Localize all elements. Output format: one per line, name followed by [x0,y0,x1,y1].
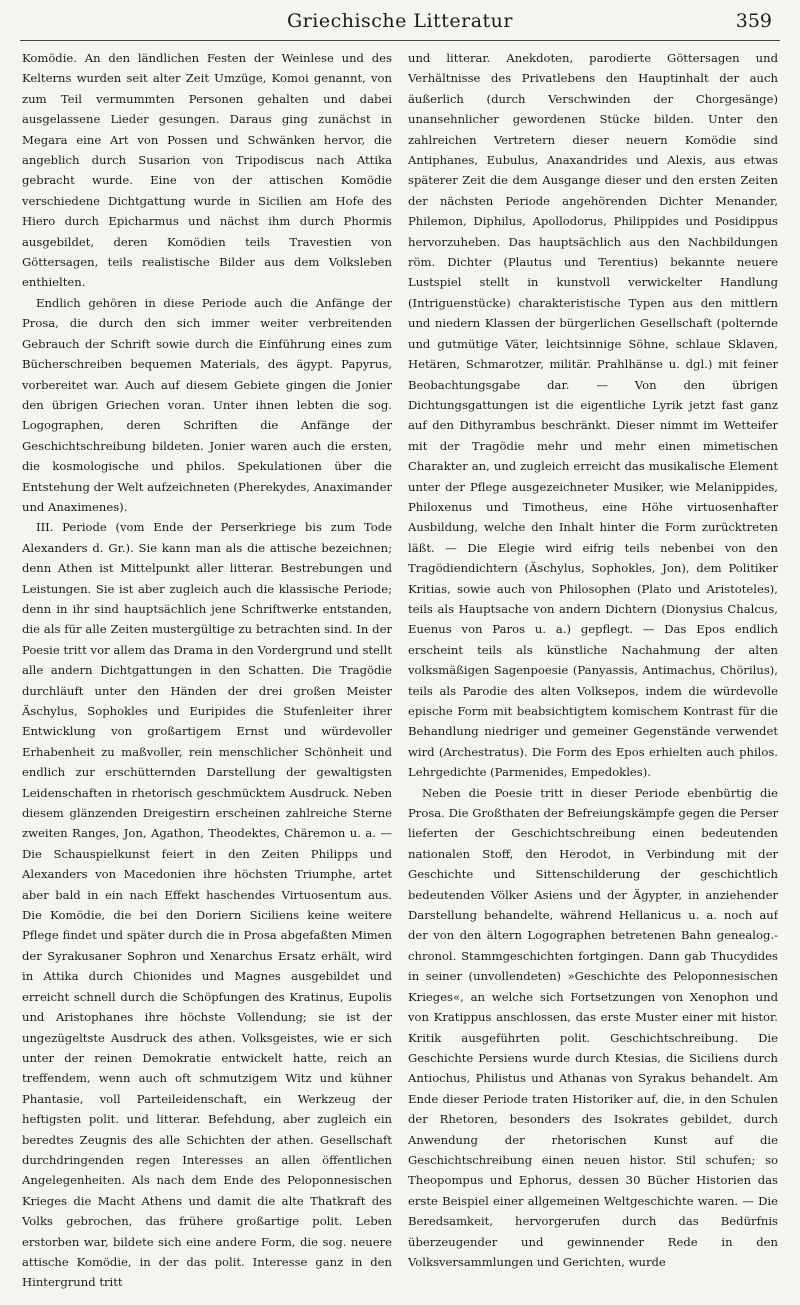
paragraph: Neben die Poesie tritt in dieser Periode ebenbürtig die Prosa. Die Großthaten der Befreiungskämpfe gegen die Perser lieferten der Geschichtschreibung einen bedeutenden nationalen Stoff, den Herodot, in Verbindung mit der Geschichte und Sittenschilderung der geschichtlich bedeutenden Völker Asiens und der Ägypter, in anziehender Darstellung behandelte, während Hellanicus u. a. noch auf der von den ältern Logographen betretenen Bahn genealog.-chronol. Stammgeschichten fortgingen. Dann gab Thucydides in seiner (unvollendeten) »Geschichte des Peloponnesischen Krieges«, an welche sich Fortsetzungen von Xenophon und von Kratippus anschlossen, das erste Muster einer mit histor. Kritik ausgeführten polit. Geschichtschreibung. Die Geschichte Persiens wurde durch Ktesias, die Siciliens durch Antiochus, Philistus und Athanas von Syrakus behandelt. Am Ende dieser Periode traten Historiker auf, die, in den Schulen der Rhetoren, besonders des Isokrates gebildet, durch Anwendung der rhetorischen Kunst auf die Geschichtschreibung einen neuen histor. Stil schufen; so Theopompus und Ephorus, dessen 30 Bücher Historien das erste Beispiel einer allgemeinen Weltgeschichte waren. — Die Beredsamkeit, hervorgerufen durch das Bedürfnis überzeugender und gewinnender Rede in den Volksversammlungen und Gerichten, wurde [408,785,778,1269]
right-column [408,48,778,1295]
paragraph: Endlich gehören in diese Periode auch die Anfänge der Prosa, die durch den sich immer weiter verbreitenden Gebrauch der Schrift sowie durch die Einführung eines zum Bücherschreiben bequemen Materials, des ägypt. Papyrus, vorbereitet war. Auch auf diesem Gebiete gingen die Jonier den übrigen Griechen voran. Unter ihnen lebten die sog. Logographen, deren Schriften die Anfänge der Geschichtschreibung bildeten. Jonier waren auch die ersten, die kosmologische und philos. Spekulationen über die Entstehung der Welt aufzeichneten (Pherekydes, Anaximander und Anaximenes). [22,295,392,514]
text-columns [22,48,778,1295]
left-column [22,48,392,1295]
page-number: 359 [735,10,772,32]
paragraph: Komödie. An den ländlichen Festen der Weinlese und des Kelterns wurden seit alter Zeit Umzüge, Komoi genannt, von zum Teil vermummten Personen gehalten und dabei ausgelassene Lieder gesungen. Daraus ging zunächst in Megara eine Art von Possen und Schwänken hervor, die angeblich durch Susarion von Tripodiscus nach Attika gebracht wurde. Eine von der attischen Komödie verschiedene Dichtgattung wurde in Sicilien am Hofe des Hiero durch Epicharmus und nächst ihm durch Phormis ausgebildet, deren Komödien teils Travestien von Göttersagen, teils realistische Bilder aus dem Volksleben enthielten. [22,51,392,290]
page-header [20,6,780,36]
running-title: Griechische Litteratur [286,10,514,32]
paragraph: und litterar. Anekdoten, parodierte Göttersagen und Verhältnisse des Privatlebens den Hauptinhalt der auch äußerlich (durch Verschwinden der Chorgesänge) unansehnlicher gewordenen Stücke bilden. Unter den zahlreichen Vertretern dieser neuern Komödie sind Antiphanes, Eubulus, Anaxandrides und Alexis, aus etwas späterer Zeit die dem Ausgange dieser und den ersten Zeiten der nächsten Periode angehörenden Dichter Menander, Philemon, Diphilus, Apollodorus, Philippides und Posidippus hervorzuheben. Das hauptsächlich aus den Nachbildungen röm. Dichter (Plautus und Terentius) bekannte neuere Lustspiel stellt in kunstvoll verwickelter Handlung (Intriguenstücke) charakteristische Typen aus den mittlern und niedern Klassen der bürgerlichen Gesellschaft (polternde und gutmütige Väter, leichtsinnige Söhne, schlaue Sklaven, Hetären, Schmarotzer, militär. Prahlhänse u. dgl.) mit feiner Beobachtungsgabe dar. — Von den übrigen Dichtungsgattungen ist die eigentliche Lyrik jetzt fast ganz auf den Dithyrambus beschränkt. Dieser nimmt im Wetteifer mit der Tragödie mehr und mehr einen mimetischen Charakter an, und zugleich erreicht das musikalische Element unter der Pflege ausgezeichneter Musiker, wie Melanippides, Philoxenus und Timotheus, eine Höhe virtuosenhafter Ausbildung, welche den Inhalt hinter die Form zurücktreten läßt. — Die Elegie wird eifrig teils nebenbei von den Tragödiendichtern (Äschylus, Sophokles, Jon), dem Politiker Kritias, sowie auch von Philosophen (Plato und Aristoteles), teils als Hauptsache von andern Dichtern (Dionysius Chalcus, Euenus von Paros u. a.) gepflegt. — Das Epos endlich erscheint teils als künstliche Nachahmung der alten volksmäßigen Sagenpoesie (Panyassis, Antimachus, Chörilus), teils als Parodie des alten Volksepos, indem die würdevolle epische Form mit beabsichtigtem komischem Kontrast für die Behandlung niedriger und gemeiner Gegenstände verwendet wird (Archestratus). Die Form des Epos erhielten auch philos. Lehrgedichte (Parmenides, Empedokles). [408,51,778,780]
paragraph: III. Periode (vom Ende der Perserkriege bis zum Tode Alexanders d. Gr.). Sie kann man als die attische bezeichnen; denn Athen ist Mittelpunkt aller litterar. Bestrebungen und Leistungen. Sie ist aber zugleich auch die klassische Periode; denn in ihr sind hauptsächlich jene Schriftwerke entstanden, die als für alle Zeiten mustergültige zu betrachten sind. In der Poesie tritt vor allem das Drama in den Vordergrund und stellt alle andern Dichtgattungen in den Schatten. Die Tragödie durchläuft unter den Händen der drei großen Meister Äschylus, Sophokles und Euripides die Stufenleiter ihrer Entwicklung von großartigem Ernst und würdevoller Erhabenheit zu maßvoller, rein menschlicher Schönheit und endlich zur erschütternden Darstellung der gewaltigsten Leidenschaften in rhetorisch geschmücktem Ausdruck. Neben diesem glänzenden Dreigestirn erscheinen zahlreiche Sterne zweiten Ranges, Jon, Agathon, Theodektes, Chäremon u. a. — Die Schauspielkunst feiert in den Zeiten Philipps und Alexanders von Macedonien ihre höchsten Triumphe, artet aber bald in ein nach Effekt haschendes Virtuosentum aus. Die Komödie, die bei den Doriern Siciliens keine weitere Pflege findet und später durch die in Prosa abgefaßten Mimen der Syrakusaner Sophron und Xenarchus Ersatz erhält, wird in Attika durch Chionides und Magnes ausgebildet und erreicht schnell durch die Schöpfungen des Kratinus, Eupolis und Aristophanes ihre höchste Vollendung; sie ist der ungezügeltste Ausdruck des athen. Volksgeistes, wie er sich unter der reinen Demokratie entwickelt hatte, reich an treffendem, wenn auch oft schmutzigem Witz und kühner Phantasie, voll Parteileidenschaft, ein Werkzeug der heftigsten polit. und litterar. Befehdung, aber zugleich ein beredtes Zeugnis des alle Schichten der athen. Gesellschaft durchdringenden regen Interesses an allen öffentlichen Angelegenheiten. Als nach dem Ende des Peloponnesischen Krieges die Macht Athens und damit die alte Thatkraft des Volks gebrochen, das frühere großartige polit. Leben erstorben war, bildete sich eine andere Form, die sog. neuere attische Komödie, in der das polit. Interesse ganz in den Hintergrund tritt [22,520,392,1290]
header-rule [20,40,780,41]
